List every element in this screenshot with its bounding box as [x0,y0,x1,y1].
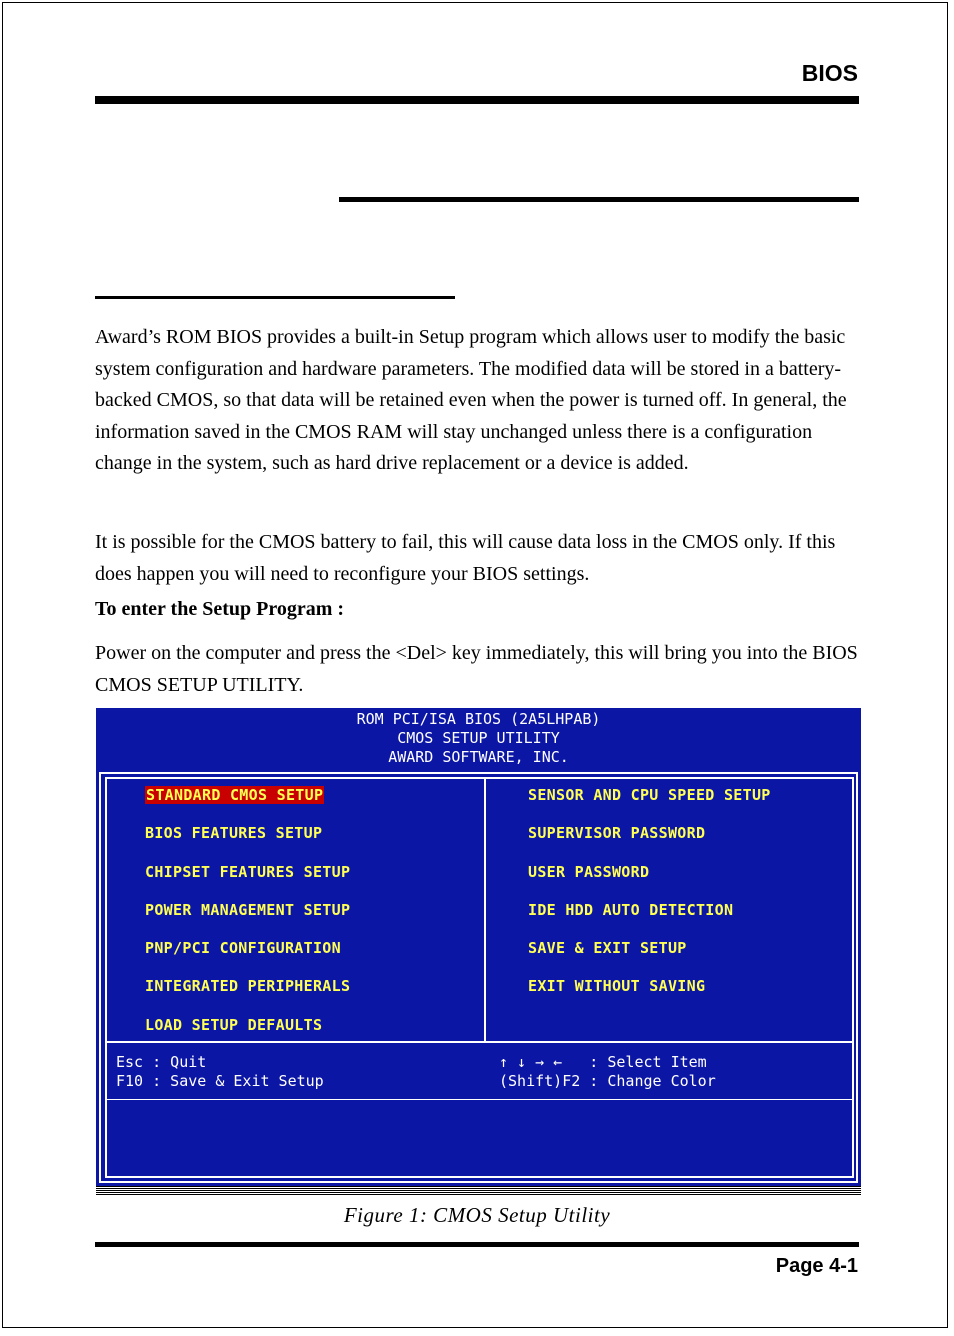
menu-item-integrated-peripherals[interactable]: INTEGRATED PERIPHERALS [145,977,351,996]
bios-left-menu [145,785,350,1053]
menu-item-chipset-features-setup[interactable]: CHIPSET FEATURES SETUP [145,862,351,881]
subsection-rule [95,296,455,299]
help-quit: Esc : Quit [116,1053,207,1071]
menu-item-save-exit-setup[interactable]: SAVE & EXIT SETUP [528,939,687,958]
setup-subheading: To enter the Setup Program : [95,598,345,620]
bios-right-menu [528,785,771,1015]
header-rule [95,96,859,104]
menu-item-exit-without-saving[interactable]: EXIT WITHOUT SAVING [528,977,706,996]
menu-item-ide-hdd-auto-detection[interactable]: IDE HDD AUTO DETECTION [528,900,734,919]
help-save-exit: F10 : Save & Exit Setup [116,1072,324,1090]
menu-item-standard-cmos-setup[interactable]: STANDARD CMOS SETUP [146,786,324,804]
bios-setup-screen [96,708,861,1186]
page-number: Page 4-1 [775,1255,858,1277]
menu-item-user-password[interactable]: USER PASSWORD [528,862,650,881]
section-rule [339,197,859,202]
header-title: BIOS [801,60,858,86]
menu-item-load-setup-defaults[interactable]: LOAD SETUP DEFAULTS [145,1015,323,1034]
enter-setup-paragraph: Power on the computer and press the <Del> key immediately, this will bring you into the BIOS CMOS SETUP UTILITY. [95,642,858,696]
figure-caption: Figure 1: CMOS Setup Utility [343,1203,611,1227]
bios-column-divider [484,777,486,1043]
figure-bottom-rule [96,1186,861,1195]
help-select-item: ↑ ↓ → ← : Select Item [499,1053,707,1071]
bios-title-line: CMOS SETUP UTILITY [397,729,560,747]
menu-item-power-management-setup[interactable]: POWER MANAGEMENT SETUP [145,900,351,919]
menu-item-sensor-cpu-speed-setup[interactable]: SENSOR AND CPU SPEED SETUP [528,786,771,804]
help-change-color: (Shift)F2 : Change Color [499,1072,716,1090]
menu-item-bios-features-setup[interactable]: BIOS FEATURES SETUP [145,824,323,843]
battery-paragraph: It is possible for the CMOS battery to fail, this will cause data loss in the CMOS only. If this does happen you will need to reconfigure your BIOS settings. [95,531,836,585]
bios-title-block [96,710,861,767]
menu-item-supervisor-password[interactable]: SUPERVISOR PASSWORD [528,824,706,843]
bios-help-divider [105,1099,854,1100]
bios-title-line: ROM PCI/ISA BIOS (2A5LHPAB) [356,710,601,728]
intro-paragraph: Award’s ROM BIOS provides a built-in Setup program which allows user to modify the basic system configuration and hardware parameters. The modified data will be stored in a battery-backed CMOS, so that data will be retained even when the power is turned off. In general, the information saved in the CMOS RAM will stay unchanged unless there is a configuration change in the system, such as hard drive replacement or a device is added. [95,326,847,474]
menu-item-pnp-pci-configuration[interactable]: PNP/PCI CONFIGURATION [145,939,341,958]
bios-title-line: AWARD SOFTWARE, INC. [388,748,569,766]
footer-rule [95,1242,859,1247]
